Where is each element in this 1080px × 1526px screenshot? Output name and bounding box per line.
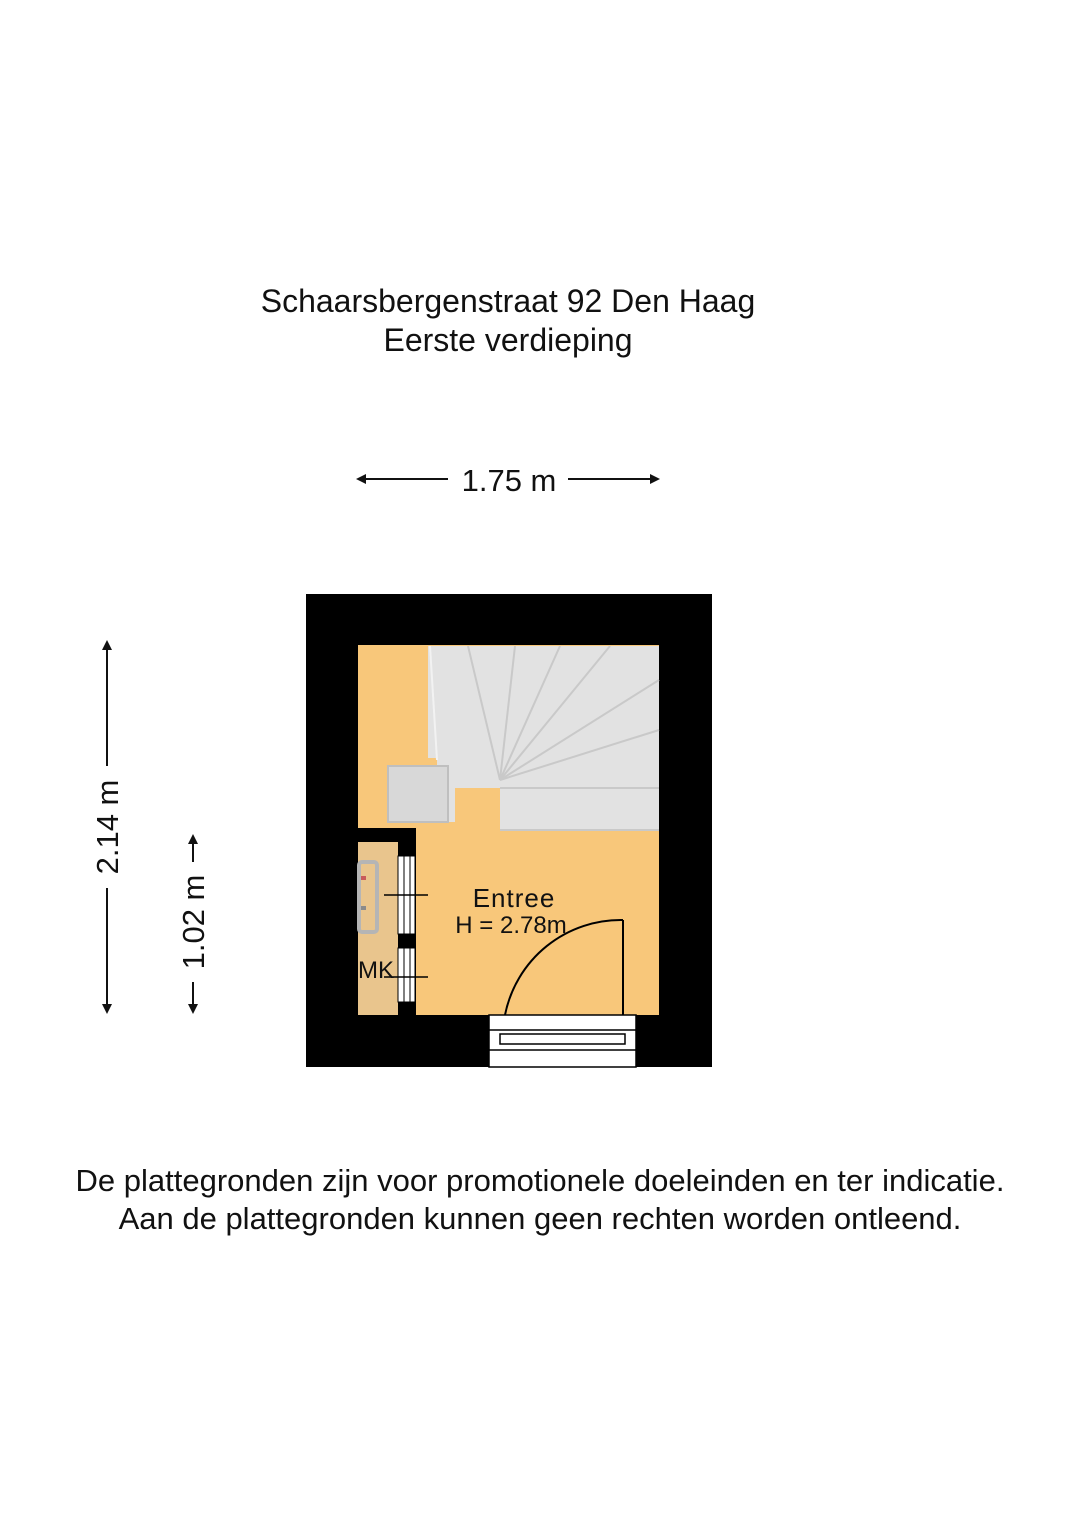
room-name: Entree (472, 883, 556, 913)
staircase (388, 646, 659, 830)
closet-height-label: 1.02 m (176, 874, 211, 970)
height-label: 2.14 m (90, 779, 125, 875)
width-dimension (358, 463, 658, 498)
floor-title: Eerste verdieping (383, 322, 633, 358)
meter-cupboard (358, 842, 398, 1015)
meter-cupboard-label: MK (358, 957, 394, 984)
disclaimer-line-2: Aan de plattegronden kunnen geen rechten worden ontleend. (118, 1201, 962, 1236)
width-label: 1.75 m (461, 463, 557, 498)
height-dimension (90, 642, 125, 1012)
disclaimer-line-1: De plattegronden zijn voor promotionele doeleinden en ter indicatie. (75, 1163, 1005, 1198)
address-title: Schaarsbergenstraat 92 Den Haag (260, 283, 756, 319)
closet-height-dimension (176, 836, 211, 1012)
room-height: H = 2.78m (455, 912, 567, 939)
